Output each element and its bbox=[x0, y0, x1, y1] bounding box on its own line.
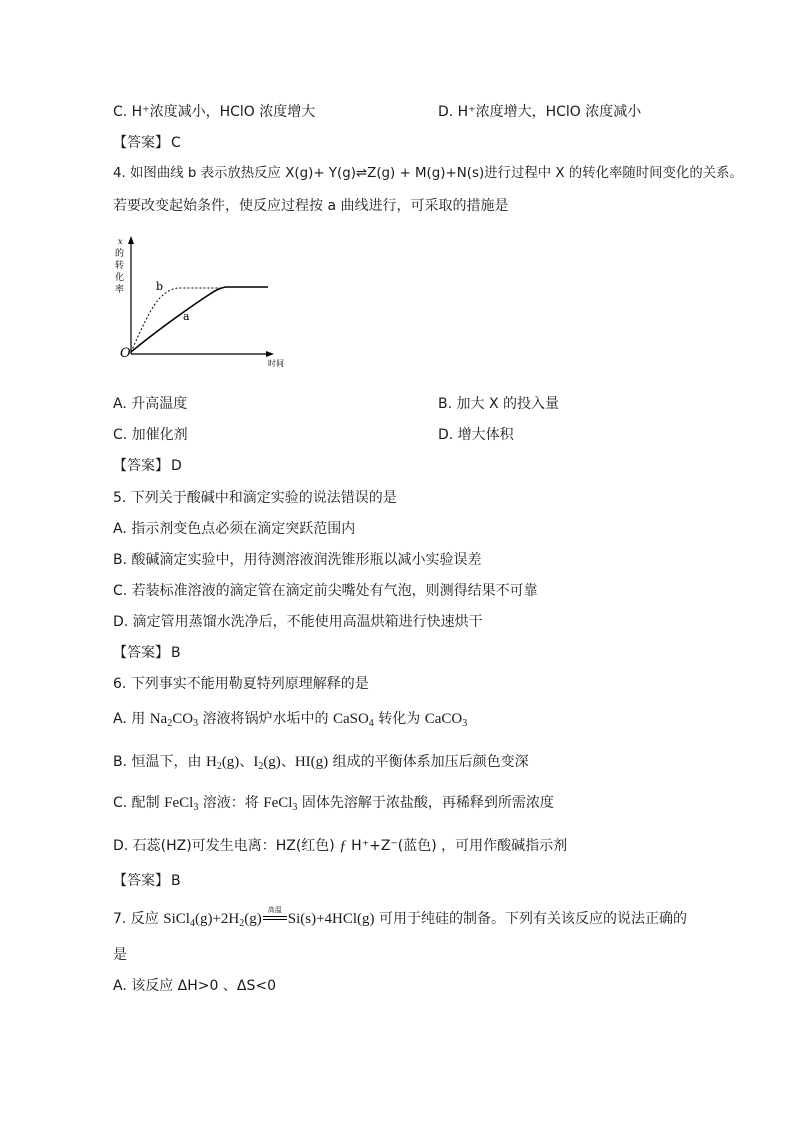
curve-a bbox=[131, 287, 268, 352]
q6-option-b bbox=[113, 753, 529, 771]
equilibrium-arrow-glyph: ƒ bbox=[339, 838, 347, 854]
q6-answer bbox=[113, 872, 181, 890]
y-label-char: 转 bbox=[115, 261, 125, 271]
q7-option-a: A. 该反应 ΔH>0 、ΔS<0 bbox=[113, 978, 276, 994]
q6-option-d bbox=[113, 837, 567, 855]
x-axis-label: 时间 bbox=[268, 359, 284, 368]
formula-h2: $H_2(g)$ bbox=[205, 754, 240, 772]
option-text: 可用于纯硅的制备。下列有关该反应的说法正确的 bbox=[374, 911, 687, 927]
q4-option-b: B. 加大 X 的投入量 bbox=[438, 396, 559, 412]
option-text: 7. 反应 bbox=[113, 911, 164, 927]
q5-stem: 5. 下列关于酸碱中和滴定实验的说法错误的是 bbox=[113, 490, 397, 506]
option-text: H⁺+Z⁻(蓝色) bbox=[346, 838, 437, 854]
q5-option-a: A. 指示剂变色点必须在滴定突跃范围内 bbox=[113, 521, 356, 537]
q5-option-d: D. 滴定管用蒸馏水洗净后，不能使用高温烘箱进行快速烘干 bbox=[113, 614, 483, 630]
answer-tag: 【答案】 bbox=[113, 873, 169, 889]
q6-option-a bbox=[113, 710, 467, 728]
answer-value: D bbox=[171, 458, 182, 474]
formula-fecl3: FeCl$_3$ bbox=[164, 795, 199, 813]
formula-caco3: CaCO$_3$ bbox=[424, 711, 468, 729]
q3-option-d: D. H⁺浓度增大，HClO 浓度减小 bbox=[438, 104, 642, 120]
q4-answer bbox=[113, 457, 182, 475]
answer-value: B bbox=[171, 873, 181, 889]
y-label-char: 的 bbox=[115, 249, 125, 259]
option-text: 转化为 bbox=[373, 711, 425, 727]
formula-na2co3: $Na_2CO_3$ bbox=[149, 711, 199, 729]
option-text: 、 bbox=[280, 754, 295, 770]
q5-option-c: C. 若装标准溶液的滴定管在滴定前尖嘴处有气泡，则测得结果不可靠 bbox=[113, 583, 538, 599]
curve-a-label: a bbox=[183, 310, 190, 323]
option-text: 组成的平衡体系加压后颜色变深 bbox=[328, 754, 529, 770]
q7-stem-line2: 是 bbox=[113, 947, 127, 963]
option-text: B. 恒温下，由 bbox=[113, 754, 206, 770]
reaction-equation: $SiCl_4(g)+2H_2(g)$ 高温 Si(s)+4HCl(g) bbox=[163, 911, 374, 927]
y-label-char: 化 bbox=[115, 273, 125, 283]
formula-fecl3: FeCl$_3$ bbox=[263, 795, 298, 813]
q6-stem: 6. 下列事实不能用勒夏特列原理解释的是 bbox=[113, 676, 369, 692]
option-text: 溶液：将 bbox=[198, 795, 264, 811]
option-text: C. 配制 bbox=[113, 795, 165, 811]
reaction-condition: 高温 bbox=[267, 906, 282, 914]
q4-stem-line2: 若要改变起始条件，使反应过程按 a 曲线进行，可采取的措施是 bbox=[113, 198, 509, 214]
answer-tag: 【答案】 bbox=[113, 458, 169, 474]
formula-caso4: CaSO$_4$ bbox=[332, 711, 374, 729]
option-text: 溶液将锅炉水垢中的 bbox=[198, 711, 333, 727]
curve-b bbox=[131, 288, 222, 352]
q4-option-c: C. 加催化剂 bbox=[113, 427, 188, 443]
conversion-vs-time-figure bbox=[110, 232, 290, 372]
answer-value: B bbox=[171, 645, 181, 661]
formula-i2: $I_2(g)$ bbox=[253, 754, 281, 772]
y-label-char: 率 bbox=[115, 285, 125, 295]
q7-stem bbox=[113, 906, 687, 929]
y-axis-arrow bbox=[128, 236, 134, 244]
option-text: A. 用 bbox=[113, 711, 150, 727]
q4-option-a: A. 升高温度 bbox=[113, 396, 188, 412]
option-text: ，可用作酸碱指示剂 bbox=[436, 838, 568, 854]
q6-option-c bbox=[113, 794, 554, 812]
answer-tag: 【答案】 bbox=[113, 645, 169, 661]
y-label-char: x bbox=[118, 237, 123, 246]
q4-option-d: D. 增大体积 bbox=[438, 427, 514, 443]
option-text: 、 bbox=[239, 754, 254, 770]
option-text: 固体先溶解于浓盐酸，再稀释到所需浓度 bbox=[297, 795, 554, 811]
q5-answer bbox=[113, 644, 181, 662]
q5-option-b: B. 酸碱滴定实验中，用待测溶液润洗锥形瓶以减小实验误差 bbox=[113, 552, 482, 568]
q3-option-c: C. H⁺浓度减小，HClO 浓度增大 bbox=[113, 104, 316, 120]
x-axis-arrow bbox=[266, 351, 274, 357]
answer-tag: 【答案】 bbox=[113, 135, 169, 151]
formula-hi: HI(g) bbox=[294, 754, 329, 770]
q3-answer bbox=[113, 134, 181, 152]
origin-label: O bbox=[120, 346, 131, 361]
answer-value: C bbox=[171, 135, 181, 151]
curve-b-label: b bbox=[156, 280, 164, 293]
q4-stem-line1: 4. 如图曲线 b 表示放热反应 X(g)+ Y(g)⇌Z(g) + M(g)+N(s)进行过程中 X 的转化率随时间变化的关系。 bbox=[113, 166, 743, 181]
option-text: D. 石蕊(HZ)可发生电离：HZ(红色) bbox=[113, 838, 340, 854]
